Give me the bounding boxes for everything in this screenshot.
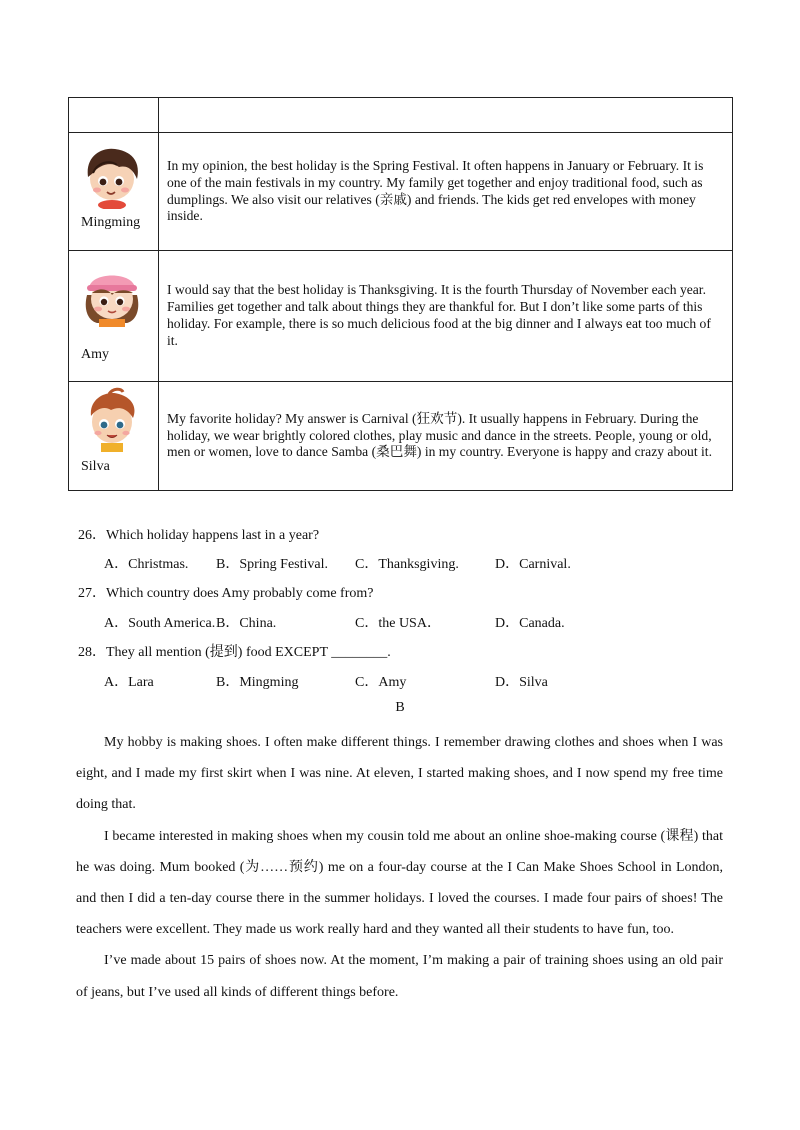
girl-avatar [79, 261, 145, 327]
person-cell [69, 133, 159, 251]
boy-avatar-2 [79, 386, 145, 452]
table-row [69, 133, 733, 251]
option-c[interactable]: C．Amy [355, 675, 407, 690]
table-header-row [69, 98, 733, 133]
opinion-text: I would say that the best holiday is Thanksgiving. It is the fourth Thursday of November each year. Families get together and talk about things they are thankful for. But I don’t like some parts of this holiday. For example, there is so much delicious food at the big dinner and I always eat too much of it. [167, 282, 711, 348]
person-name: Amy [81, 347, 109, 362]
table-row [69, 251, 733, 382]
option-a[interactable]: A．South America. [104, 616, 216, 631]
person-cell [69, 251, 159, 382]
question-26: 26．Which holiday happens last in a year? [78, 528, 320, 543]
header-cell-person [69, 98, 159, 133]
opinion-cell [159, 133, 733, 251]
holiday-table [68, 97, 733, 491]
opinion-cell [159, 382, 733, 491]
option-b[interactable]: B．Mingming [216, 675, 299, 690]
option-b[interactable]: B．China. [216, 616, 277, 631]
opinion-text: My favorite holiday? My answer is Carnival (狂欢节). It usually happens in February. During the holiday, we wear brightly colored clothes, play music and dance in the streets. People, young or old, men or women, love to dance Samba (桑巴舞) in my country. Everyone is happy and crazy about it. [167, 410, 712, 460]
question-27-options [104, 612, 724, 632]
option-c[interactable]: C．Thanksgiving. [355, 557, 459, 572]
opinion-cell [159, 251, 733, 382]
person-cell [69, 382, 159, 491]
option-d[interactable]: D．Silva [495, 675, 548, 690]
passage-b [76, 727, 723, 1008]
option-d[interactable]: D．Canada. [495, 616, 565, 631]
option-a[interactable]: A．Lara [104, 675, 154, 690]
passage-paragraph: I became interested in making shoes when my cousin told me about an online shoe-making course (课程) that he was doing. Mum booked (为……预约) me on a four-day course at the I Can Make Shoes School in London, and then I did a ten-day course there in the summer holidays. I loved the courses. I made four pairs of shoes! The teachers were excellent. They made us work really hard and they wanted all their students to have fun, too. [76, 828, 723, 938]
header-cell-opinion [159, 98, 733, 133]
question-28: 28．They all mention (提到) food EXCEPT ________. [78, 645, 391, 660]
section-heading: B [395, 700, 405, 715]
question-28-options [104, 671, 724, 691]
boy-avatar [79, 143, 145, 209]
option-d[interactable]: D．Carnival. [495, 557, 571, 572]
question-26-options [104, 553, 724, 573]
option-b[interactable]: B．Spring Festival. [216, 557, 329, 572]
person-name: Silva [81, 459, 110, 474]
passage-paragraph: I’ve made about 15 pairs of shoes now. At the moment, I’m making a pair of training shoes using an old pair of jeans, but I’ve used all kinds of different things before. [76, 953, 723, 1000]
person-name: Mingming [81, 215, 141, 230]
opinion-text: In my opinion, the best holiday is the Spring Festival. It often happens in January or February. It is one of the main festivals in my country. My family get together and enjoy traditional food, such as dumplings. We also visit our relatives (亲戚) and friends. The kids get red envelopes with money inside. [167, 157, 704, 224]
option-c[interactable]: C．the USA． [355, 616, 441, 631]
question-27: 27．Which country does Amy probably come from? [78, 586, 374, 601]
option-a[interactable]: A．Christmas. [104, 557, 189, 572]
passage-paragraph: My hobby is making shoes. I often make different things. I remember drawing clothes and shoes when I was eight, and I made my first skirt when I was nine. At eleven, I started making shoes, and I now spend my free time doing that. [76, 735, 723, 813]
table-row [69, 382, 733, 491]
